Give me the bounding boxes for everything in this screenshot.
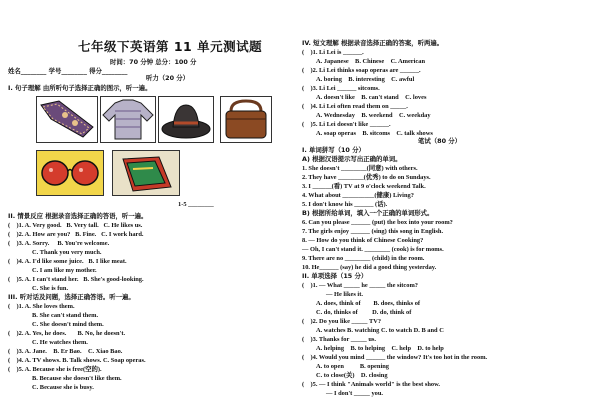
scarf-picture	[36, 96, 98, 143]
q3-option-c: C. Thank you very much.	[32, 249, 102, 256]
section-3-heading: III. 听对话及问题，选择正确答语。听一遍。	[8, 293, 135, 301]
r1-options: A. Japanese B. Chinese C. American	[316, 58, 425, 65]
sweater-picture	[100, 96, 156, 143]
c1-line: ( )1. — What _____ he _____ the sitcom?	[302, 282, 418, 289]
q5-option-c: C. She is fun.	[32, 285, 69, 292]
r4-line: ( )4. Li Lei often read them on _____.	[302, 103, 408, 110]
c3-line: ( )3. Thanks for _____ us.	[302, 336, 376, 343]
r4-options: A. Wednesday B. weekend C. weekday	[316, 112, 431, 119]
listening-heading: 听力（20 分）	[146, 74, 190, 82]
written-heading: 笔试（80 分）	[418, 137, 462, 145]
c5-line: ( )5. — I think "Animals world" is the best show.	[302, 381, 440, 388]
student-info: 姓名________ 学号________ 得分________	[8, 67, 128, 75]
q2-line: ( )2. A. How are you? B. Fine. C. I work hard.	[8, 231, 144, 238]
v3-line: 3. I ______(看) TV at 9 o'clock weekend Talk.	[302, 183, 426, 190]
r3-line: ( )3. Li Lei ______ sitcoms.	[302, 85, 380, 92]
bag-picture	[220, 96, 272, 143]
v5-line: 5. I don't know his ______ (话).	[302, 201, 388, 208]
c1-options-cd: C. do, thinks of D. do, think of	[316, 309, 412, 316]
q4-line: ( )4. A. I'd like some juice. B. I like meat.	[8, 258, 127, 265]
r2-options: A. boring B. interesting C. awful	[316, 76, 415, 83]
c3-options: A. helping B. to helping C. help D. to help	[316, 345, 444, 352]
v9-line: 9. There are no ________ (child) in the room.	[302, 255, 425, 262]
t5-line: ( )5. A. Because she is free(空的).	[8, 366, 102, 373]
t1-option-c: C. She doesn't mind them.	[32, 321, 104, 328]
c4-line: ( )4. Would you mind ______ the window? It's too hot in the room.	[302, 354, 488, 361]
t2-option-c: C. He watches them.	[32, 339, 88, 346]
t5-option-b: B. Because she doesn't like them.	[32, 375, 122, 382]
r2-line: ( )2. Li Lei thinks soap operas are ______.	[302, 67, 421, 74]
q4-option-c: C. I am like my mother.	[32, 267, 97, 274]
t1-line: ( )1. A. She loves them.	[8, 303, 75, 310]
v10-line: 10. He______ (say) he did a good thing yesterday.	[302, 264, 437, 271]
c1-options-ab: A. does, think of B. does, thinks of	[316, 300, 421, 307]
v2-line: 2. They have ________(优秀) to do on Sundays.	[302, 174, 431, 181]
r5-options: A. soap operas B. sitcoms C. talk shows	[316, 130, 433, 137]
v8-answer-line: — Oh, I can't stand it. ________ (cook) is for moms.	[302, 246, 444, 253]
v4-line: 4. What about __________(健康) Living?	[302, 192, 414, 199]
section-1-heading: I. 句子理解 由所听句子选择正确的图示，听一遍。	[8, 84, 152, 92]
vocab-heading: I. 单词拼写（10 分）	[302, 146, 365, 154]
v6-line: 6. Can you please ______ (put) the box into your room?	[302, 219, 453, 226]
c1-reply: — He likes it.	[326, 291, 363, 298]
v7-line: 7. The girls enjoy ______ (sing) this song in English.	[302, 228, 444, 235]
section-4-heading: IV. 短文理解 根据录音选择正确的答案，听两遍。	[302, 39, 444, 47]
t1-option-b: B. She can't stand them.	[32, 312, 99, 319]
vocab-sub-b: B) 根据所给单词，填入一个正确的单词形式。	[302, 209, 434, 217]
q1-line: ( )1. A. Very good. B. Very tall. C. He likes us.	[8, 222, 143, 229]
t2-line: ( )2. A. Yes, he does. B. No, he doesn't.	[8, 330, 126, 337]
exam-meta: 时间：70 分钟 总分：100 分	[110, 58, 197, 66]
t3-line: ( )3. A. Jane. B. Er Bao. C. Xiao Bao.	[8, 348, 123, 355]
c4-options-cd: C. to close(关) D. closing	[316, 372, 388, 379]
v1-line: 1. She doesn't ________(同意) with others.	[302, 165, 418, 172]
book-picture	[112, 150, 180, 196]
c2-line: ( )2. Do you like _____ TV?	[302, 318, 382, 325]
c5-reply: — I don't _____ you.	[326, 390, 383, 397]
hat-picture	[158, 96, 214, 143]
v8-line: 8. — How do you think of Chinese Cooking?	[302, 237, 424, 244]
right-column	[300, 0, 600, 416]
c4-options-ab: A. to open B. opening	[316, 363, 389, 370]
section-2-heading: II. 情景反应 根据录音选择正确的答语，听一遍。	[8, 212, 148, 220]
t4-line: ( )4. A. TV shows. B. Talk shows. C. Soap operas.	[8, 357, 146, 364]
r1-line: ( )1. Li Lei is ______.	[302, 49, 364, 56]
left-column	[0, 0, 298, 416]
r5-line: ( )5. Li Lei doesn't like ______.	[302, 121, 391, 128]
choice-heading: II. 单项选择（15 分）	[302, 272, 368, 280]
r3-options: A. doesn't like B. can't stand C. loves	[316, 94, 427, 101]
q3-line: ( )3. A. Sorry. B. You're welcome.	[8, 240, 110, 247]
sunglasses-picture	[36, 150, 104, 196]
answer-range: 1-5 ________	[178, 201, 214, 208]
q5-line: ( )5. A. I can't stand her. B. She's good-looking.	[8, 276, 144, 283]
vocab-sub-a: A) 根据汉语提示写出正确的单词。	[302, 155, 402, 163]
t5-option-c: C. Because she is busy.	[32, 384, 94, 391]
c2-options: A. watches B. watching C. to watch D. B and C	[316, 327, 444, 334]
page-title: 七年级下英语第 11 单元测试题	[78, 39, 263, 54]
